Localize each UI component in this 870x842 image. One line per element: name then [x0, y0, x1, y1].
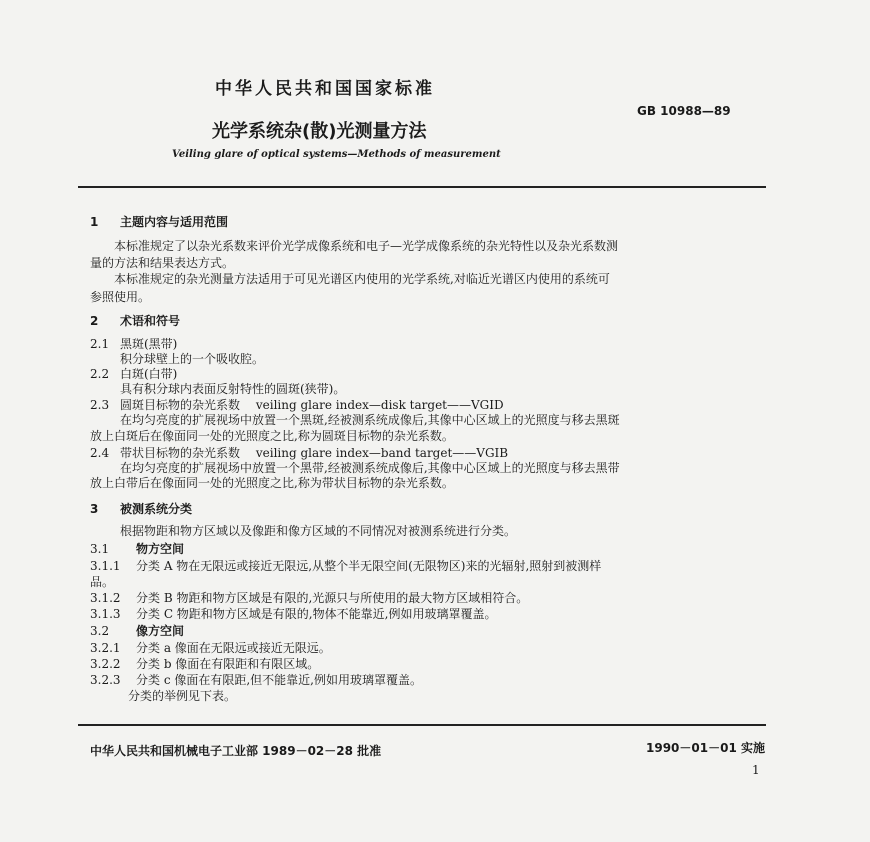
term-2-3-def-line1: 在均匀亮度的扩展视场中放置一个黑斑,经被测系统成像后,其像中心区域上的光照度与移去黑斑: [120, 413, 620, 427]
section-3-2-2: 3.2.2 分类 b 像面在有限距和有限区域。: [90, 657, 320, 671]
section-3-heading: 3 被测系统分类: [90, 502, 193, 516]
section-1-p1-line2: 量的方法和结果表达方式。: [90, 256, 235, 270]
national-standard-heading: 中华人民共和国国家标准: [215, 79, 435, 99]
standard-number: GB 10988—89: [637, 104, 731, 118]
page-number: 1: [752, 763, 760, 777]
approval-line: 中华人民共和国机械电子工业部 1989－02－28 批准: [90, 744, 382, 758]
term-2-2-definition: 具有积分球内表面反射特性的圆斑(狭带)。: [120, 382, 346, 396]
term-2-3-def-line2: 放上白斑后在像面同一处的光照度之比,称为圆斑目标物的杂光系数。: [90, 429, 454, 443]
footer-rule: [78, 724, 766, 726]
section-1-p2-line2: 参照使用。: [90, 290, 151, 304]
section-1-heading: 1 主题内容与适用范围: [90, 215, 229, 229]
header-rule: [78, 186, 766, 188]
section-3-2-1: 3.2.1 分类 a 像面在无限远或接近无限远。: [90, 641, 331, 655]
section-3-intro: 根据物距和物方区域以及像距和像方区域的不同情况对被测系统进行分类。: [120, 524, 517, 538]
table-reference: 分类的举例见下表。: [128, 689, 237, 703]
term-2-1: 2.1 黑斑(黑带): [90, 337, 178, 351]
section-1-p2-line1: 本标准规定的杂光测量方法适用于可见光谱区内使用的光学系统,对临近光谱区内使用的系统可: [114, 272, 610, 286]
implementation-date: 1990－01－01 实施: [646, 741, 765, 755]
section-3-1-1-line1: 3.1.1 分类 A 物在无限远或接近无限远,从整个半无限空间(无限物区)来的光辐射,照射到被测样: [90, 559, 602, 573]
title-english: Veiling glare of optical systems—Methods of measurement: [172, 149, 501, 160]
title-chinese: 光学系统杂(散)光测量方法: [212, 121, 427, 142]
section-1-p1-line1: 本标准规定了以杂光系数来评价光学成像系统和电子—光学成像系统的杂光特性以及杂光系数测: [114, 239, 619, 253]
section-3-1: 3.1 物方空间: [90, 542, 185, 556]
section-3-1-1-line2: 品。: [90, 575, 115, 589]
section-3-1-2: 3.1.2 分类 B 物距和物方区域是有限的,光源只与所使用的最大物方区域相符合。: [90, 591, 529, 605]
term-2-4-def-line2: 放上白带后在像面同一处的光照度之比,称为带状目标物的杂光系数。: [90, 476, 454, 490]
term-2-4: 2.4 带状目标物的杂光系数 veiling glare index—band target——VGIB: [90, 446, 509, 460]
section-3-2-3: 3.2.3 分类 c 像面在有限距,但不能靠近,例如用玻璃罩覆盖。: [90, 673, 422, 687]
term-2-1-definition: 积分球壁上的一个吸收腔。: [120, 352, 265, 366]
term-2-3: 2.3 圆斑目标物的杂光系数 veiling glare index—disk target——VGID: [90, 398, 504, 412]
section-3-2: 3.2 像方空间: [90, 624, 185, 638]
term-2-4-def-line1: 在均匀亮度的扩展视场中放置一个黑带,经被测系统成像后,其像中心区域上的光照度与移去黑带: [120, 461, 620, 475]
section-3-1-3: 3.1.3 分类 C 物距和物方区域是有限的,物体不能靠近,例如用玻璃罩覆盖。: [90, 607, 497, 621]
term-2-2: 2.2 白斑(白带): [90, 367, 178, 381]
section-2-heading: 2 术语和符号: [90, 314, 181, 328]
